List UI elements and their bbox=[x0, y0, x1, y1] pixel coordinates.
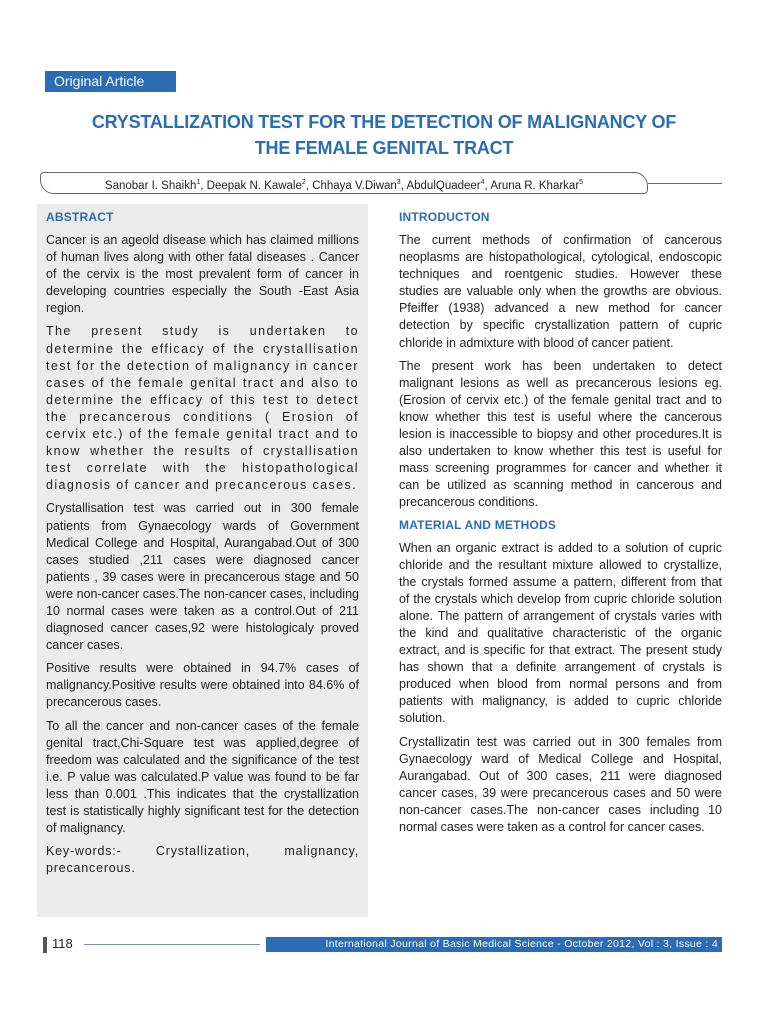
page-marker bbox=[43, 937, 47, 953]
abstract-panel bbox=[37, 204, 368, 917]
abstract-paragraph: To all the cancer and non-cancer cases of the female genital tract,Chi-Square test was applied,degree of freedom was calculated and the significance of the test i.e. P value was calculated.P value was found to be far less than 0.001 .This indicates that the crystallization test is statistically highly significant test for the detection of malignancy. bbox=[46, 718, 359, 836]
page-number: 118 bbox=[52, 936, 73, 951]
author-affiliation: 4 bbox=[480, 179, 485, 186]
abstract-paragraph: The present study is undertaken to determine the efficacy of the crystallisation test for the detection of malignancy in cancer cases of the female genital tract and also to determine the efficacy of this test to detect the precancerous conditions ( Erosion of cervix etc.) of the female genital tract and to know whether the results of crystallisation test correlate with the histopathological diagnosis of cancer and precancerous cases. bbox=[46, 324, 359, 493]
introduction-heading: INTRODUCTON bbox=[399, 210, 490, 224]
abstract-paragraph: Positive results were obtained in 94.7% cases of malignancy.Positive results were obtained into 84.6% of precancerous cases. bbox=[46, 661, 359, 710]
footer-rule bbox=[84, 944, 260, 945]
author-affiliation: 5 bbox=[579, 179, 584, 186]
methods-paragraph: When an organic extract is added to a solution of cupric chloride and the resultant mixture allowed to crystallize, the crystals formed assume a pattern, different from that of the crystals which develop from cupric chloride solution alone. The pattern of arrangement of crystals varies with the kind and qualitative characteristic of the organic extract, and is specific for that extract. The present study has shown that a definite arrangement of crystals is produced when blood from normal persons and from patients with malignancy, is added to cupric chloride solution. bbox=[399, 540, 722, 726]
author-name: Chhaya V.Diwan bbox=[312, 179, 397, 192]
abstract-heading: ABSTRACT bbox=[46, 210, 114, 224]
abstract-paragraph: Crystallisation test was carried out in 300 female patients from Gynaecology wards of Government Medical College and Hospital, Aurangabad.Out of 300 cases studied ,211 cases were diagnosed cancer patients , 39 cases were in precancerous stage and 50 were non-cancer cases.The non-cancer cases, including 10 normal cases were taken as a control.Out of 211 diagnosed cancer cases,92 were histologicaly proved cancer cases. bbox=[46, 501, 359, 653]
title-line-2: THE FEMALE GENITAL TRACT bbox=[254, 138, 514, 158]
author-list: Sanobar I. Shaikh$^1$, Deepak N. Kawale$^2$, Chhaya V.Diwan$^3$, AbdulQuadeer$^4$, Aruna R. Kharkar$^5$ bbox=[40, 172, 648, 194]
methods-paragraph: Crystallizatin test was carried out in 300 females from Gynaecology ward of Medical College and Hospital, Aurangabad. Out of 300 cases, 211 were diagnosed cancer cases, 39 were precancerous cases and 50 were non-cancer cases.The non-cancer cases including 10 normal cases were taken as a control for cancer cases. bbox=[399, 734, 722, 834]
abstract-paragraph: Cancer is an ageold disease which has claimed millions of human lives along with other fatal diseases . Cancer of the cervix is the most prevalent form of cancer in developing countries especially the South -East Asia region. bbox=[46, 233, 359, 316]
author-affiliation: 3 bbox=[396, 179, 401, 186]
author-affiliation: 2 bbox=[301, 179, 306, 186]
author-divider-line bbox=[648, 183, 722, 184]
author-affiliation: 1 bbox=[196, 179, 201, 186]
introduction-paragraph: The present work has been undertaken to detect malignant lesions as well as precancerous lesions eg.(Erosion of cervix etc.) of the female genital tract and to know whether this test is useful where the cancerous lesion is inaccessible to biopsy and other procedures.It is also undertaken to know whether this test is useful for mass screening programmes for cancer and whether it can be utilized as scanning method in cancerous and precancerous conditions. bbox=[399, 358, 722, 510]
body-column bbox=[399, 204, 722, 842]
article-type-badge: Original Article bbox=[45, 71, 176, 92]
article-title bbox=[40, 109, 728, 161]
journal-citation: International Journal of Basic Medical Science - October 2012, Vol : 3, Issue : 4 bbox=[266, 937, 722, 952]
title-line-1: CRYSTALLIZATION TEST FOR THE DETECTION OF MALIGNANCY OF bbox=[91, 112, 677, 132]
author-name: Sanobar I. Shaikh bbox=[104, 179, 197, 192]
methods-heading: MATERIAL AND METHODS bbox=[399, 517, 557, 532]
author-name: AbdulQuadeer bbox=[406, 179, 481, 192]
keywords: Key-words:- Crystallization, malignancy, precancerous. bbox=[46, 844, 359, 876]
author-name: Aruna R. Kharkar bbox=[490, 179, 580, 192]
author-name: Deepak N. Kawale bbox=[206, 179, 302, 192]
introduction-paragraph: The current methods of confirmation of cancerous neoplasms are histopathological, cytological, endoscopic techniques and roentgenic studies. However these studies are valuable only when the growths are obvious. Pfeiffer (1938) advanced a new method for cancer detection by specific crystallization pattern of cupric chloride in admixture with blood of cancer patient. bbox=[399, 233, 722, 350]
